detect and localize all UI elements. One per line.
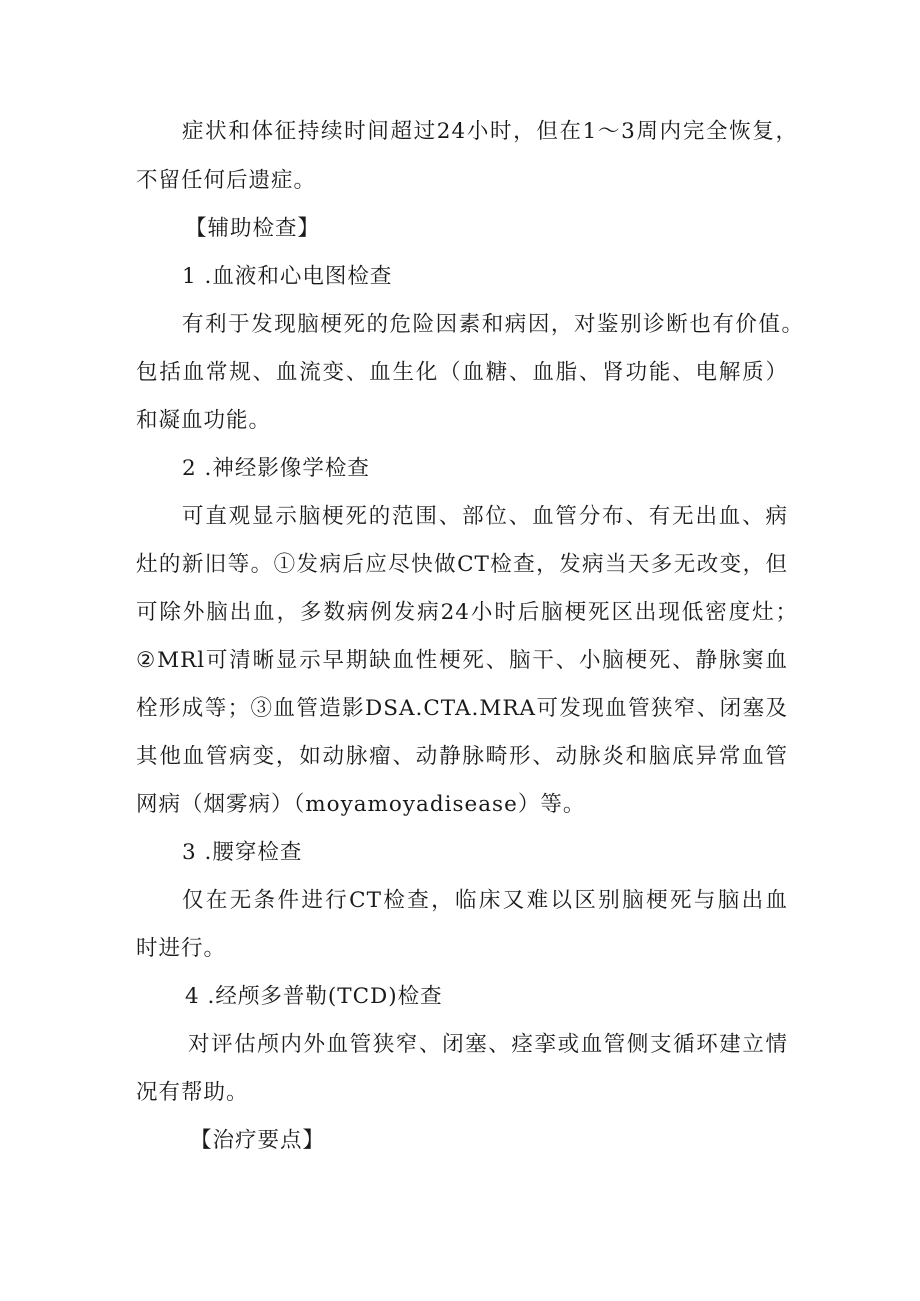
paragraph-line: 网病（烟雾病）（moyamoyadisease）等。 (136, 792, 586, 817)
paragraph-line: 栓形成等；③血管造影DSA.CTA.MRA可发现血管狭窄、闭塞及 (136, 696, 788, 721)
subheading-lumbar-puncture: 3 .腰穿检查 (182, 840, 303, 865)
subheading-tcd: 4 .经颅多普勒(TCD)检查 (185, 984, 443, 1009)
section-heading-auxiliary-exam: 【辅助检查】 (185, 216, 321, 241)
paragraph-line: 灶的新旧等。①发病后应尽快做CT检查，发病当天多无改变，但 (136, 552, 788, 577)
paragraph-line: 有利于发现脑梗死的危险因素和病因，对鉴别诊断也有价值。 (182, 312, 804, 337)
subheading-neuroimaging: 2 .神经影像学检查 (182, 456, 370, 481)
paragraph-line: 时进行。 (136, 936, 227, 961)
paragraph-line: 包括血常规、血流变、血生化（血糖、血脂、肾功能、电解质） (136, 360, 788, 385)
section-heading-treatment: 【治疗要点】 (190, 1128, 326, 1153)
paragraph-line: 其他血管病变，如动脉瘤、动静脉畸形、动脉炎和脑底异常血管 (136, 744, 788, 769)
paragraph-line: 可除外脑出血，多数病例发病24小时后脑梗死区出现低密度灶； (136, 600, 798, 625)
paragraph-line: ②MRl可清晰显示早期缺血性梗死、脑干、小脑梗死、静脉窦血 (136, 648, 788, 673)
paragraph-line: 症状和体征持续时间超过24小时，但在1～3周内完全恢复， (182, 119, 798, 144)
paragraph-line: 和凝血功能。 (136, 408, 272, 433)
paragraph-line: 对评估颅内外血管狭窄、闭塞、痉挛或血管侧支循环建立情 (188, 1032, 788, 1057)
paragraph-line: 不留任何后遗症。 (136, 168, 317, 193)
paragraph-line: 可直观显示脑梗死的范围、部位、血管分布、有无出血、病 (182, 504, 788, 529)
paragraph-line: 仅在无条件进行CT检查，临床又难以区别脑梗死与脑出血 (182, 888, 788, 913)
subheading-blood-ecg: 1 .血液和心电图检查 (182, 264, 393, 289)
paragraph-line: 况有帮助。 (136, 1080, 249, 1105)
